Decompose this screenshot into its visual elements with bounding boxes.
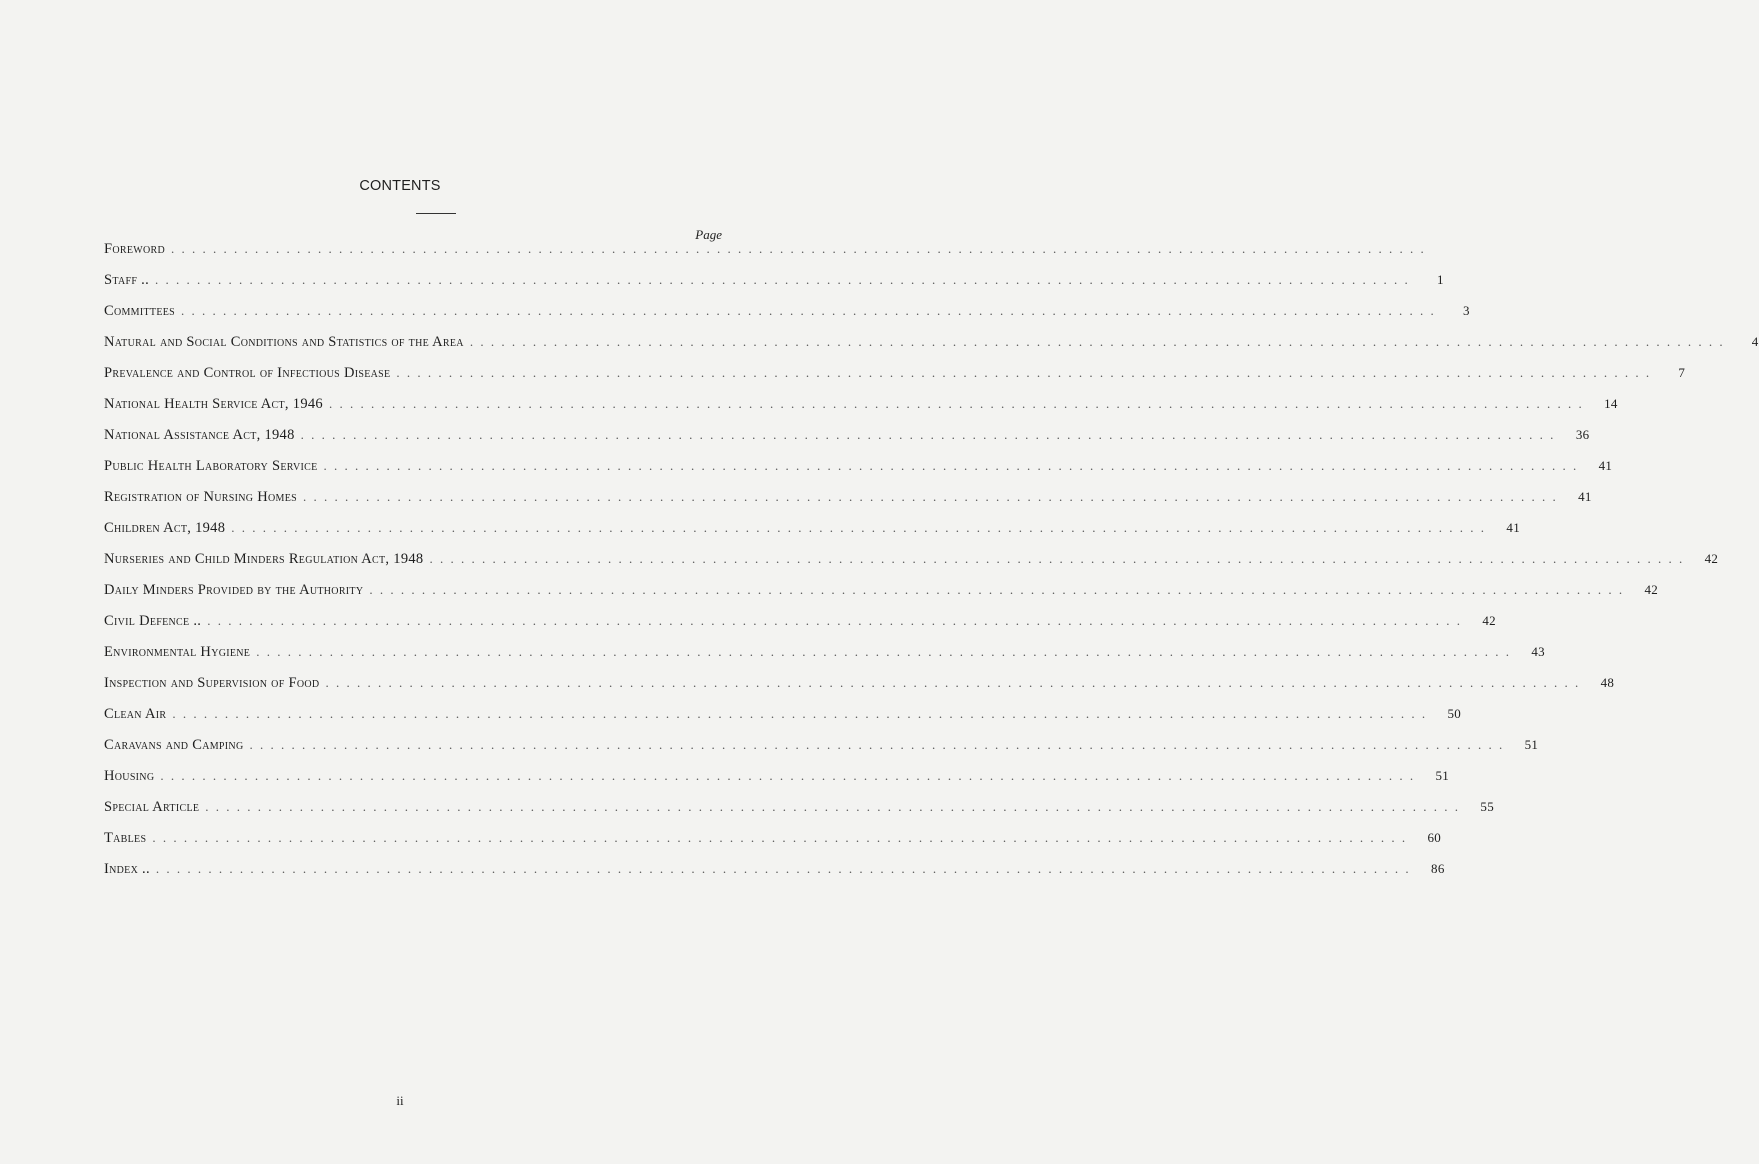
toc-entry-title: Inspection and Supervision of Food — [104, 675, 320, 691]
dot-leader: . . . . . . . . . . . . . . . . . . . . . . . . . . . . . . . . . . . . . . . . . . . . . . . . . . . . . . . . . . . . . . . . . . . . . . . . . . . . . . . . . . . . . . . . . . . . . . . . . . . . . . . . . . . . . . . . . . . . . . . . — [328, 396, 1584, 411]
dot-leader: . . . . . . . . . . . . . . . . . . . . . . . . . . . . . . . . . . . . . . . . . . . . . . . . . . . . . . . . . . . . . . . . . . . . . . . . . . . . . . . . . . . . . . . . . . . . . . . . . . . . . . . . . . . . . . . . . . . . . . . . — [396, 365, 1652, 380]
page-column-heading: Page — [695, 227, 722, 242]
toc-entry-page: 1 — [1436, 272, 1444, 287]
toc-entry-page: 14 — [1604, 396, 1618, 411]
toc-entry-page: 42 — [1704, 551, 1719, 566]
toc-entry-title: National Assistance Act, 1948 — [104, 427, 295, 443]
dot-leader: . . . . . . . . . . . . . . . . . . . . . . . . . . . . . . . . . . . . . . . . . . . . . . . . . . . . . . . . . . . . . . . . . . . . . . . . . . . . . . . . . . . . . . . . . . . . . . . . . . . . . . . . . . . . . . . . . . . . . . . . — [429, 551, 1685, 566]
toc-entry-title: Committees — [104, 303, 176, 319]
toc-entry-page: 60 — [1427, 830, 1442, 845]
toc-entry-title: Clean Air — [104, 706, 167, 722]
toc-entry-page: 51 — [1524, 737, 1539, 752]
dot-leader: . . . . . . . . . . . . . . . . . . . . . . . . . . . . . . . . . . . . . . . . . . . . . . . . . . . . . . . . . . . . . . . . . . . . . . . . . . . . . . . . . . . . . . . . . . . . . . . . . . . . . . . . . . . . . . . . . . . . . . . . — [172, 706, 1428, 721]
title-rule — [416, 213, 456, 214]
dot-leader: . . . . . . . . . . . . . . . . . . . . . . . . . . . . . . . . . . . . . . . . . . . . . . . . . . . . . . . . . . . . . . . . . . . . . . . . . . . . . . . . . . . . . . . . . . . . . . . . . . . . . . . . . . . . . . . . . . . . . . . . — [469, 334, 1725, 349]
toc-entry — [104, 543, 1719, 574]
toc-entry-title: Housing — [104, 768, 155, 784]
dot-leader: . . . . . . . . . . . . . . . . . . . . . . . . . . . . . . . . . . . . . . . . . . . . . . . . . . . . . . . . . . . . . . . . . . . . . . . . . . . . . . . . . . . . . . . . . . . . . . . . . . . . . . . . . . . . . . . . . . . . . . . . — [300, 427, 1556, 442]
dot-leader: . . . . . . . . . . . . . . . . . . . . . . . . . . . . . . . . . . . . . . . . . . . . . . . . . . . . . . . . . . . . . . . . . . . . . . . . . . . . . . . . . . . . . . . . . . . . . . . . . . . . . . . . . . . . . . . . . . . . . . . . — [369, 582, 1625, 597]
toc-entry-page: 7 — [1678, 365, 1686, 380]
toc-entry-title: Caravans and Camping — [104, 737, 244, 753]
dot-leader: . . . . . . . . . . . . . . . . . . . . . . . . . . . . . . . . . . . . . . . . . . . . . . . . . . . . . . . . . . . . . . . . . . . . . . . . . . . . . . . . . . . . . . . . . . . . . . . . . . . . . . . . . . . . . . . . . . . . . . . . — [249, 737, 1505, 752]
dot-leader: . . . . . . . . . . . . . . . . . . . . . . . . . . . . . . . . . . . . . . . . . . . . . . . . . . . . . . . . . . . . . . . . . . . . . . . . . . . . . . . . . . . . . . . . . . . . . . . . . . . . . . . . . . . . . . . . . . . . . . . . — [205, 799, 1461, 814]
toc-entry-page: 50 — [1447, 706, 1462, 721]
toc-entry-page: 42 — [1482, 613, 1496, 628]
toc-entry-title: Natural and Social Conditions and Statistics of the Area — [104, 334, 464, 350]
toc-entry — [104, 667, 1615, 698]
toc-entry-title: Nurseries and Child Minders Regulation Act, 1948 — [104, 551, 424, 567]
toc-entry — [104, 729, 1539, 760]
dot-leader: . . . . . . . . . . . . . . . . . . . . . . . . . . . . . . . . . . . . . . . . . . . . . . . . . . . . . . . . . . . . . . . . . . . . . . . . . . . . . . . . . . . . . . . . . . . . . . . . . . . . . . . . . . . . . . . . . . . . . . . . — [302, 489, 1558, 504]
toc-entry-page: 86 — [1431, 861, 1445, 876]
toc-entry — [104, 264, 1444, 295]
toc-entry-title: Civil Defence .. — [104, 613, 202, 629]
toc-entry-page: 43 — [1531, 644, 1545, 659]
toc-entry-title: Index .. — [104, 861, 150, 877]
dot-leader: . . . . . . . . . . . . . . . . . . . . . . . . . . . . . . . . . . . . . . . . . . . . . . . . . . . . . . . . . . . . . . . . . . . . . . . . . . . . . . . . . . . . . . . . . . . . . . . . . . . . . . . . . . . . . . . . . . . . . . . . — [323, 458, 1579, 473]
toc-entry — [104, 605, 1496, 636]
toc-entry-title: Special Article — [104, 799, 200, 815]
table-of-contents — [104, 233, 1759, 884]
toc-entry-page: 42 — [1644, 582, 1659, 597]
dot-leader: . . . . . . . . . . . . . . . . . . . . . . . . . . . . . . . . . . . . . . . . . . . . . . . . . . . . . . . . . . . . . . . . . . . . . . . . . . . . . . . . . . . . . . . . . . . . . . . . . . . . . . . . . . . . . . . . . . . . . . . . — [231, 520, 1487, 535]
dot-leader: . . . . . . . . . . . . . . . . . . . . . . . . . . . . . . . . . . . . . . . . . . . . . . . . . . . . . . . . . . . . . . . . . . . . . . . . . . . . . . . . . . . . . . . . . . . . . . . . . . . . . . . . . . . . . . . . . . . . . . . . — [171, 241, 1426, 256]
toc-entry-page: 41 — [1598, 458, 1613, 473]
toc-entry-page: 4 — [1751, 334, 1759, 349]
dot-leader: . . . . . . . . . . . . . . . . . . . . . . . . . . . . . . . . . . . . . . . . . . . . . . . . . . . . . . . . . . . . . . . . . . . . . . . . . . . . . . . . . . . . . . . . . . . . . . . . . . . . . . . . . . . . . . . . . . . . . . . . — [160, 768, 1416, 783]
toc-entry-title: Daily Minders Provided by the Authority — [104, 582, 364, 598]
toc-entry — [104, 233, 1426, 264]
toc-entry — [104, 388, 1618, 419]
toc-entry — [104, 698, 1462, 729]
page-title: CONTENTS — [359, 178, 441, 194]
dot-leader: . . . . . . . . . . . . . . . . . . . . . . . . . . . . . . . . . . . . . . . . . . . . . . . . . . . . . . . . . . . . . . . . . . . . . . . . . . . . . . . . . . . . . . . . . . . . . . . . . . . . . . . . . . . . . . . . . . . . . . . . — [181, 303, 1436, 318]
toc-entry — [104, 822, 1442, 853]
toc-entry — [104, 295, 1470, 326]
toc-entry-page: 3 — [1462, 303, 1470, 318]
toc-entry — [104, 326, 1759, 357]
toc-entry-title: Environmental Hygiene — [104, 644, 251, 660]
toc-entry — [104, 636, 1545, 667]
dot-leader: . . . . . . . . . . . . . . . . . . . . . . . . . . . . . . . . . . . . . . . . . . . . . . . . . . . . . . . . . . . . . . . . . . . . . . . . . . . . . . . . . . . . . . . . . . . . . . . . . . . . . . . . . . . . . . . . . . . . . . . . — [207, 613, 1462, 628]
toc-entry-title: Prevalence and Control of Infectious Disease — [104, 365, 391, 381]
toc-entry — [104, 853, 1445, 884]
toc-entry — [104, 357, 1686, 388]
toc-entry-page: 48 — [1600, 675, 1615, 690]
dot-leader: . . . . . . . . . . . . . . . . . . . . . . . . . . . . . . . . . . . . . . . . . . . . . . . . . . . . . . . . . . . . . . . . . . . . . . . . . . . . . . . . . . . . . . . . . . . . . . . . . . . . . . . . . . . . . . . . . . . . . . . . — [155, 861, 1411, 876]
dot-leader: . . . . . . . . . . . . . . . . . . . . . . . . . . . . . . . . . . . . . . . . . . . . . . . . . . . . . . . . . . . . . . . . . . . . . . . . . . . . . . . . . . . . . . . . . . . . . . . . . . . . . . . . . . . . . . . . . . . . . . . . — [325, 675, 1581, 690]
toc-entry-page: 41 — [1506, 520, 1521, 535]
toc-entry-page: 51 — [1435, 768, 1450, 783]
folio-page-number: ii — [396, 1093, 404, 1108]
toc-entry — [104, 450, 1613, 481]
toc-entry-title: Foreword — [104, 241, 166, 257]
toc-entry-page: 41 — [1578, 489, 1592, 504]
dot-leader: . . . . . . . . . . . . . . . . . . . . . . . . . . . . . . . . . . . . . . . . . . . . . . . . . . . . . . . . . . . . . . . . . . . . . . . . . . . . . . . . . . . . . . . . . . . . . . . . . . . . . . . . . . . . . . . . . . . . . . . . — [155, 272, 1410, 287]
toc-entry — [104, 481, 1592, 512]
toc-entry — [104, 574, 1659, 605]
toc-entry-title: National Health Service Act, 1946 — [104, 396, 323, 412]
toc-entry — [104, 419, 1590, 450]
toc-entry — [104, 512, 1521, 543]
dot-leader: . . . . . . . . . . . . . . . . . . . . . . . . . . . . . . . . . . . . . . . . . . . . . . . . . . . . . . . . . . . . . . . . . . . . . . . . . . . . . . . . . . . . . . . . . . . . . . . . . . . . . . . . . . . . . . . . . . . . . . . . — [152, 830, 1408, 845]
toc-entry-title: Tables — [104, 830, 147, 846]
toc-entry-title: Public Health Laboratory Service — [104, 458, 318, 474]
toc-entry-title: Children Act, 1948 — [104, 520, 226, 536]
toc-entry-page: 36 — [1575, 427, 1590, 442]
dot-leader: . . . . . . . . . . . . . . . . . . . . . . . . . . . . . . . . . . . . . . . . . . . . . . . . . . . . . . . . . . . . . . . . . . . . . . . . . . . . . . . . . . . . . . . . . . . . . . . . . . . . . . . . . . . . . . . . . . . . . . . . — [256, 644, 1511, 659]
show-through-heading — [0, 70, 800, 144]
toc-entry-title: Staff .. — [104, 272, 149, 288]
toc-entry — [104, 791, 1495, 822]
toc-entry-page: 55 — [1480, 799, 1495, 814]
toc-entry-title: Registration of Nursing Homes — [104, 489, 297, 505]
toc-entry — [104, 760, 1450, 791]
